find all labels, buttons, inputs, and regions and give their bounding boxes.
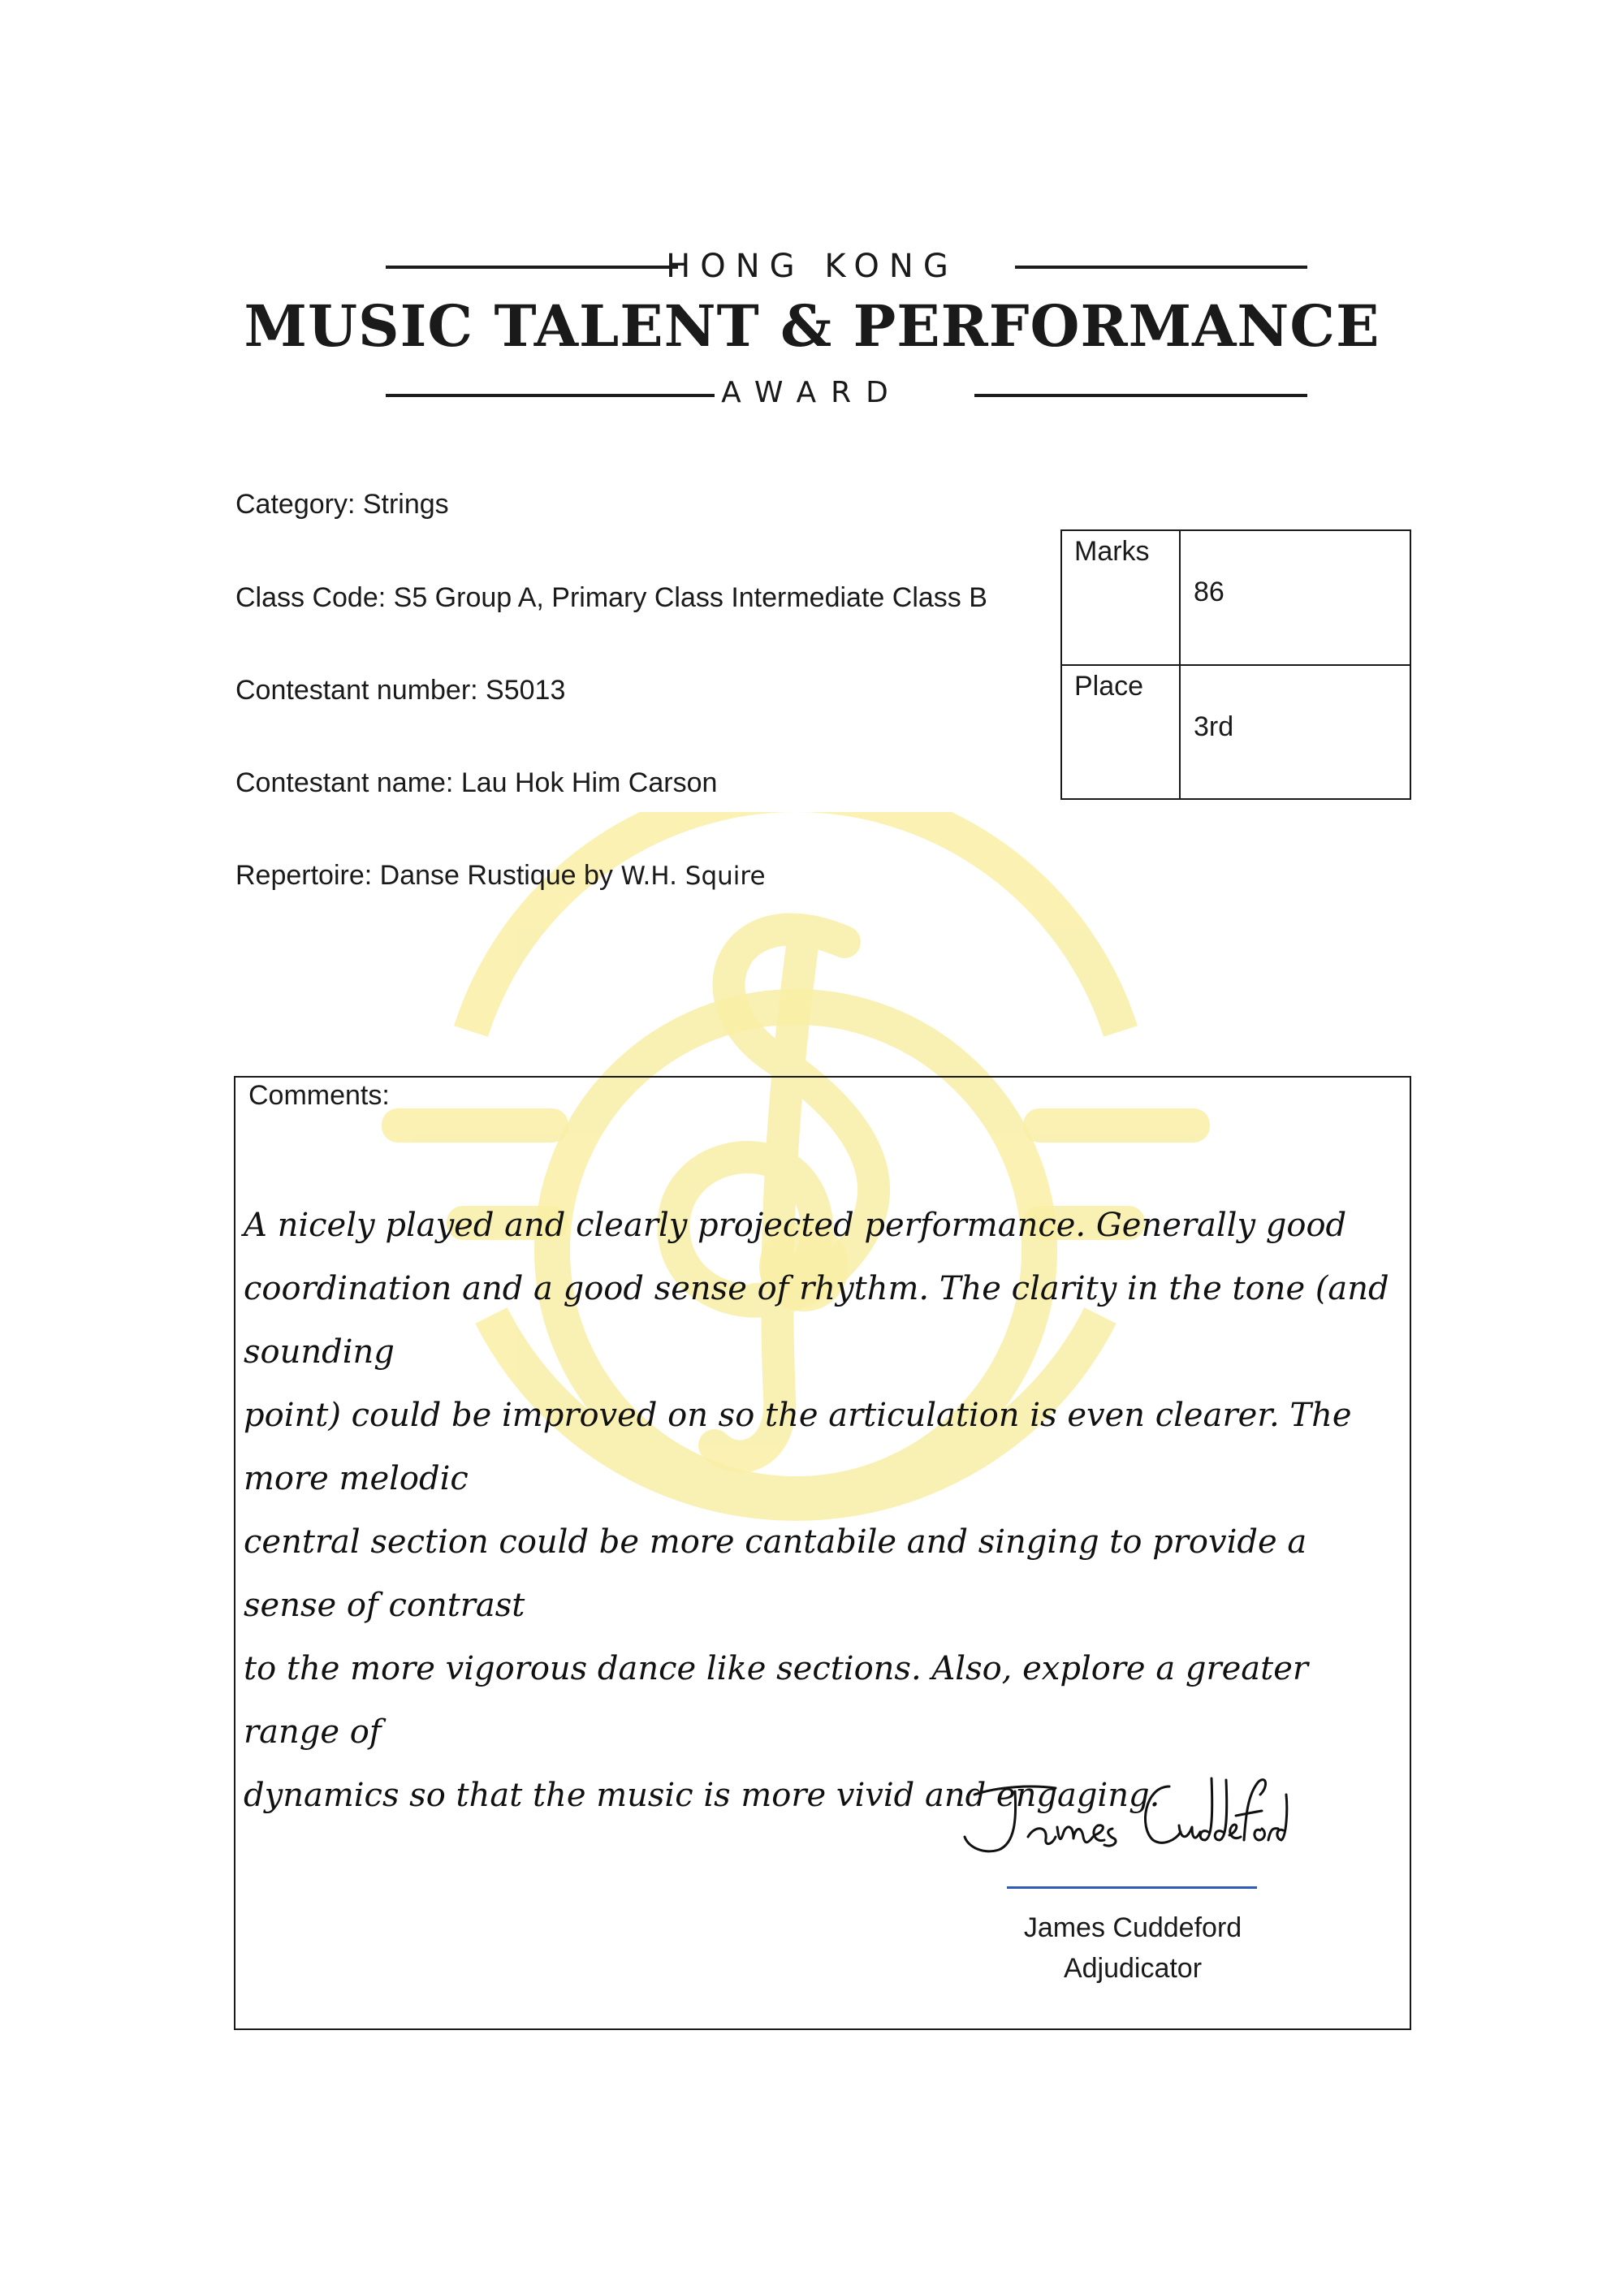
category-line: Category: Strings — [235, 489, 449, 520]
place-label: Place — [1074, 671, 1144, 702]
comment-line: central section could be more cantabile and singing to provide a sense of contrast — [244, 1523, 1307, 1624]
adjudicator-role: Adjudicator — [1063, 1953, 1203, 1984]
class-code-line: Class Code: S5 Group A, Primary Class Intermediate Class B — [235, 582, 987, 613]
header-hong-kong: HONG KONG — [666, 248, 958, 285]
marks-label: Marks — [1074, 536, 1150, 567]
contestant-name-line: Contestant name: Lau Hok Him Carson — [235, 767, 718, 798]
comment-text — [244, 1194, 1397, 1827]
place-value: 3rd — [1194, 711, 1234, 742]
repertoire-composer: W.H. Squire — [620, 862, 766, 891]
header-award: AWARD — [721, 376, 903, 409]
adjudicator-name: James Cuddeford — [1023, 1912, 1242, 1943]
comment-line: point) could be improved on so the articulation is even clearer. The more melodic — [244, 1397, 1352, 1497]
repertoire-line — [235, 860, 766, 892]
contestant-number-line: Contestant number: S5013 — [235, 675, 566, 706]
header-title: MUSIC TALENT & PERFORMANCE — [244, 292, 1380, 360]
comment-line: A nicely played and clearly projected performance. Generally good — [244, 1207, 1347, 1244]
comments-label: Comments: — [248, 1080, 390, 1111]
marks-value: 86 — [1194, 577, 1224, 607]
repertoire-prefix: Repertoire: Danse Rustique by — [235, 860, 621, 891]
comment-line: dynamics so that the music is more vivid and engaging. — [244, 1777, 1160, 1814]
comment-line: to the more vigorous dance like sections. Also, explore a greater range of — [244, 1650, 1308, 1751]
adjudicator-signature — [950, 1762, 1291, 1876]
comment-line: coordination and a good sense of rhythm. The clarity in the tone (and sounding — [244, 1270, 1389, 1371]
signature-line — [1007, 1886, 1257, 1889]
